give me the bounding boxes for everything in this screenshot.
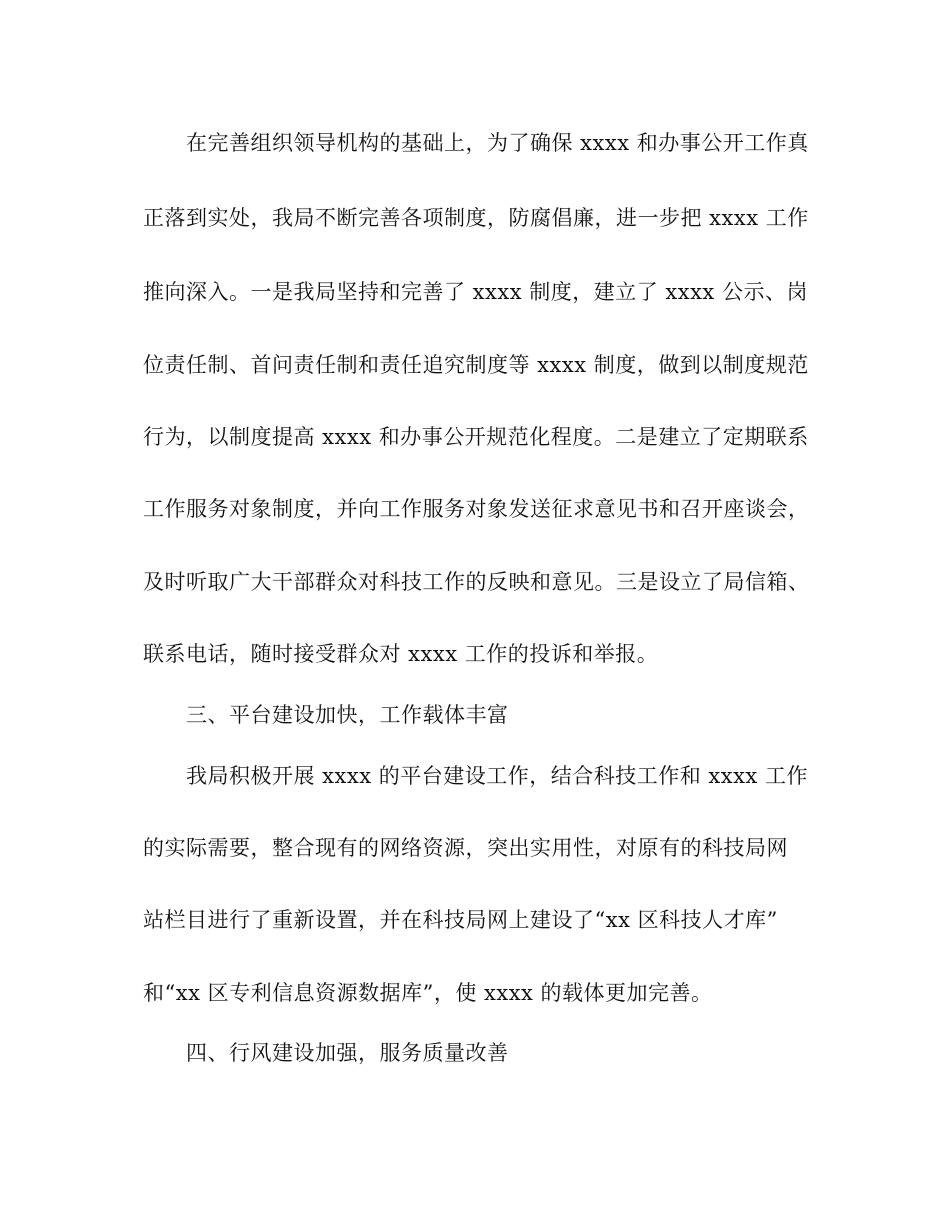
paragraph-line-5: 行为，以制度提高 xxxx 和办事公开规范化程度。二是建立了定期联系 [143,425,809,449]
paragraph-line-8: 联系电话，随时接受群众对 xxxx 工作的投诉和举报。 [143,642,659,666]
paragraph-line-12: 和“xx 区专利信息资源数据库”，使 xxxx 的载体更加完善。 [143,981,713,1005]
paragraph-line-1: 在完善组织领导机构的基础上，为了确保 xxxx 和办事公开工作真 [186,131,809,155]
section-heading-4: 四、行风建设加强，服务质量改善 [186,1041,509,1065]
paragraph-line-4: 位责任制、首问责任制和责任追究制度等 xxxx 制度，做到以制度规范 [143,353,809,377]
paragraph-line-3: 推向深入。一是我局坚持和完善了 xxxx 制度，建立了 xxxx 公示、岗 [143,280,808,304]
paragraph-line-2: 正落到实处，我局不断完善各项制度，防腐倡廉，进一步把 xxxx 工作 [143,206,809,230]
paragraph-line-9: 我局积极开展 xxxx 的平台建设工作，结合科技工作和 xxxx 工作 [186,764,808,788]
paragraph-line-6: 工作服务对象制度，并向工作服务对象发送征求意见书和召开座谈会， [143,497,810,521]
paragraph-line-7: 及时听取广大干部群众对科技工作的反映和意见。三是设立了局信箱、 [143,570,810,594]
paragraph-line-10: 的实际需要，整合现有的网络资源，突出实用性，对原有的科技局网 [143,836,788,860]
section-heading-3: 三、平台建设加快，工作载体丰富 [186,703,509,727]
paragraph-line-11: 站栏目进行了重新设置，并在科技局网上建设了“xx 区科技人才库” [143,908,778,932]
